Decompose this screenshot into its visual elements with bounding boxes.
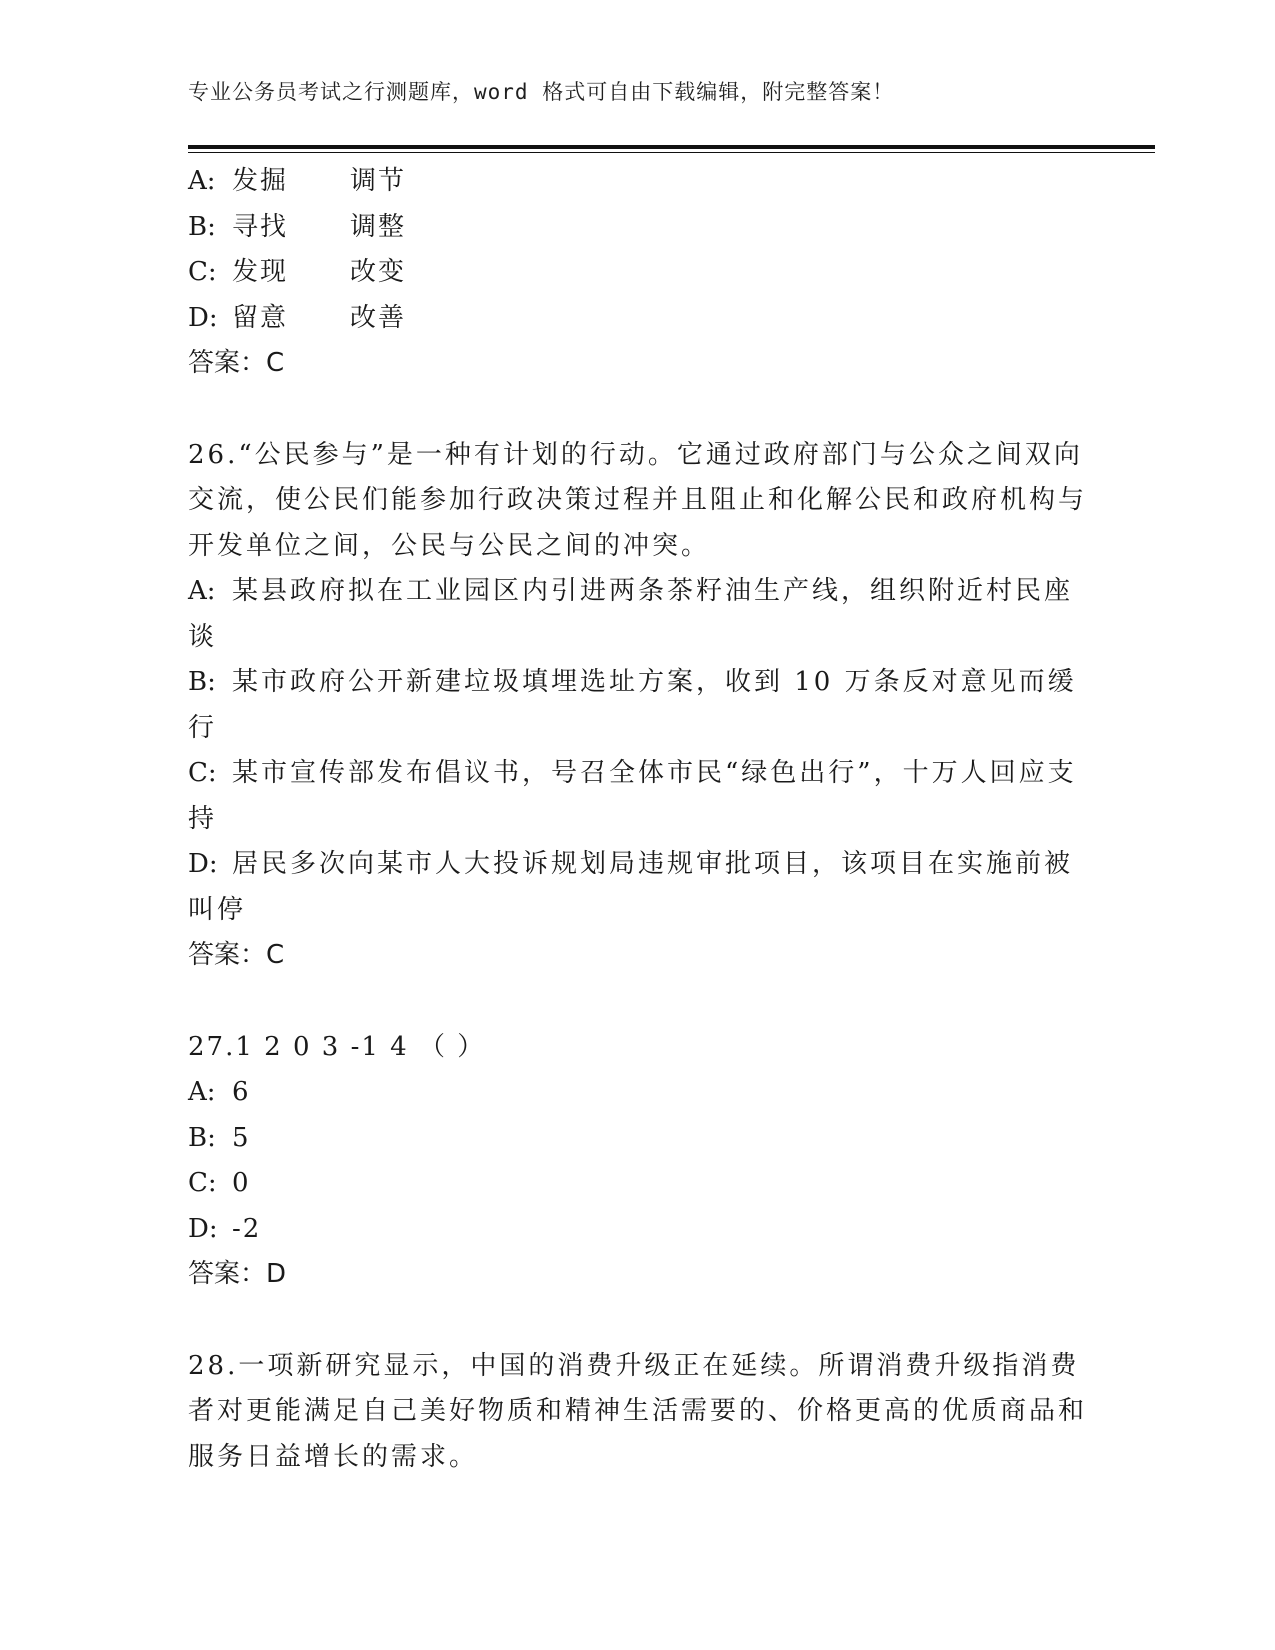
option-key: C:	[188, 758, 217, 788]
option-word-2: 改变	[350, 257, 407, 287]
header-rule-thin	[188, 152, 1155, 153]
option-key: C:	[188, 257, 217, 287]
option-key: B:	[188, 211, 216, 242]
option-word-1: 发掘	[232, 166, 289, 196]
option-b	[188, 205, 1088, 251]
spacer	[188, 387, 1088, 433]
option-text: -2	[232, 1213, 262, 1244]
option-key: C:	[188, 1168, 217, 1198]
answer-26: 答案：C	[188, 940, 285, 970]
option-word-1: 寻找	[232, 211, 289, 242]
option-key: A:	[188, 1077, 216, 1107]
option-d	[188, 842, 1088, 933]
option-text: 某市政府公开新建垃圾填埋选址方案，收到 10 万条反对意见而缓行	[188, 667, 1077, 743]
option-c	[188, 1161, 1088, 1207]
option-key: B:	[188, 1122, 216, 1153]
option-key: B:	[188, 667, 216, 697]
header-rule-thick	[188, 145, 1155, 149]
option-text: 0	[232, 1168, 251, 1198]
option-c	[188, 751, 1088, 842]
option-a	[188, 1070, 1088, 1116]
option-a	[188, 569, 1088, 660]
option-text: 6	[232, 1077, 251, 1107]
option-text: 某县政府拟在工业园区内引进两条茶籽油生产线，组织附近村民座谈	[188, 576, 1074, 652]
option-a	[188, 159, 1088, 205]
option-text: 居民多次向某市人大投诉规划局违规审批项目，该项目在实施前被叫停	[188, 849, 1074, 925]
option-word-1: 发现	[232, 257, 289, 287]
option-word-1: 留意	[232, 302, 289, 333]
option-b	[188, 1116, 1088, 1162]
page-header: 专业公务员考试之行测题库，word 格式可自由下载编辑，附完整答案！	[188, 80, 895, 104]
answer-25: 答案：C	[188, 348, 285, 378]
question-26-stem: 26.“公民参与”是一种有计划的行动。它通过政府部门与公众之间双向交流，使公民们能参加行政决策过程并且阻止和化解公民和政府机构与开发单位之间，公民与公民之间的冲突。	[188, 439, 1088, 561]
option-key: A:	[188, 576, 216, 606]
spacer	[188, 1298, 1088, 1344]
option-text: 5	[232, 1122, 251, 1153]
option-key: D:	[188, 849, 218, 879]
option-word-2: 调整	[350, 211, 407, 242]
question-content	[188, 159, 1088, 1480]
answer-27: 答案：D	[188, 1259, 287, 1289]
option-word-2: 调节	[350, 166, 407, 196]
option-c	[188, 250, 1088, 296]
option-d	[188, 1207, 1088, 1253]
question-25-options	[188, 159, 1088, 341]
option-d	[188, 296, 1088, 342]
option-word-2: 改善	[350, 302, 407, 333]
question-28-stem: 28.一项新研究显示，中国的消费升级正在延续。所谓消费升级指消费者对更能满足自己美好物质和精神生活需要的、价格更高的优质商品和服务日益增长的需求。	[188, 1350, 1088, 1472]
option-key: D:	[188, 302, 218, 333]
option-key: A:	[188, 166, 216, 196]
question-27-stem: 27.1 2 0 3 -1 4 （ ）	[188, 1031, 486, 1062]
option-text: 某市宣传部发布倡议书，号召全体市民“绿色出行”，十万人回应支持	[188, 758, 1077, 834]
spacer	[188, 979, 1088, 1025]
option-key: D:	[188, 1213, 218, 1244]
option-b	[188, 660, 1088, 751]
